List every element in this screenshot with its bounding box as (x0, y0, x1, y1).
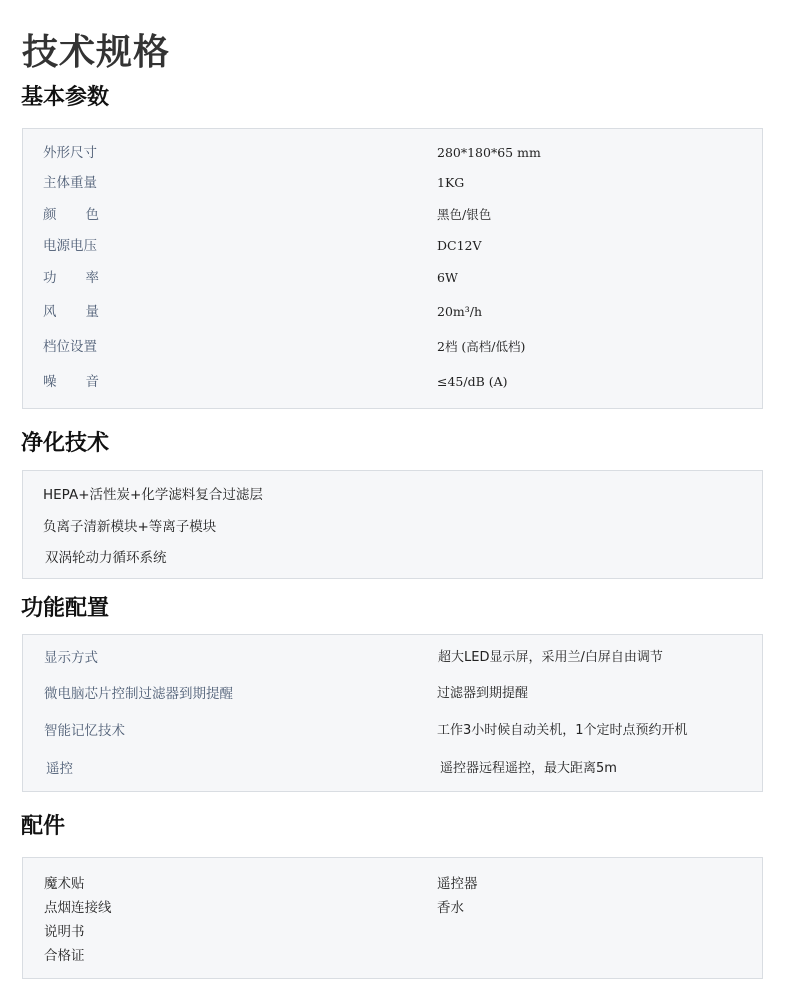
features-table (22, 634, 763, 792)
spec-value: 1KG (437, 175, 465, 190)
feature-row (23, 720, 762, 742)
spec-key: 档位设置 (43, 339, 97, 355)
section-heading-basic: 基本参数 (21, 85, 110, 110)
feature-value: 过滤器到期提醒 (437, 686, 529, 701)
feature-key: 遥控 (46, 761, 73, 777)
spec-row (23, 172, 762, 194)
accessory-item: 说明书 (44, 924, 85, 940)
spec-row (23, 267, 762, 289)
accessory-item: 点烟连接线 (44, 900, 112, 916)
feature-row (23, 758, 762, 780)
spec-key: 风 量 (43, 304, 99, 320)
spec-key: 主体重量 (43, 175, 97, 191)
section-heading-purification: 净化技术 (21, 431, 110, 456)
spec-value: 2档 (高档/低档) (437, 339, 526, 354)
spec-row (23, 371, 762, 393)
feature-key: 智能记忆技术 (44, 723, 125, 739)
accessories-box (22, 857, 763, 979)
section-heading-features: 功能配置 (21, 596, 110, 621)
spec-row (23, 301, 762, 323)
accessory-item: 遥控器 (437, 876, 478, 892)
section-heading-accessories: 配件 (21, 814, 66, 839)
basic-params-table (22, 128, 763, 409)
spec-row (23, 336, 762, 358)
spec-key: 颜 色 (43, 207, 99, 223)
spec-row (23, 204, 762, 226)
spec-row (23, 142, 762, 164)
spec-value: DC12V (437, 238, 482, 253)
feature-value: 工作3小时候自动关机，1个定时点预约开机 (437, 723, 688, 738)
accessory-item: 合格证 (44, 948, 85, 964)
spec-value: ≤45/dB (A) (437, 374, 508, 389)
feature-row (23, 647, 762, 669)
spec-value: 黑色/银色 (437, 207, 492, 222)
purification-item: 双涡轮动力循环系统 (45, 550, 167, 566)
purification-box (22, 470, 763, 579)
purification-item: HEPA+活性炭+化学滤料复合过滤层 (43, 487, 263, 503)
spec-key: 噪 音 (43, 374, 99, 390)
purification-item: 负离子清新模块+等离子模块 (43, 519, 217, 535)
spec-key: 外形尺寸 (43, 145, 97, 161)
spec-value: 6W (437, 270, 458, 285)
feature-value: 超大LED显示屏，采用兰/白屏自由调节 (438, 650, 663, 665)
feature-row (23, 683, 762, 705)
spec-key: 电源电压 (43, 238, 97, 254)
feature-value: 遥控器远程遥控，最大距离5m (440, 761, 617, 776)
feature-key: 显示方式 (44, 650, 98, 666)
accessory-item: 香水 (437, 900, 464, 916)
accessory-item: 魔术贴 (44, 876, 85, 892)
feature-key: 微电脑芯片控制过滤器到期提醒 (44, 686, 233, 702)
spec-value: 280*180*65 mm (437, 145, 541, 160)
page-title: 技术规格 (22, 32, 171, 73)
spec-row (23, 235, 762, 257)
spec-key: 功 率 (43, 270, 99, 286)
spec-value: 20m³/h (437, 304, 483, 319)
